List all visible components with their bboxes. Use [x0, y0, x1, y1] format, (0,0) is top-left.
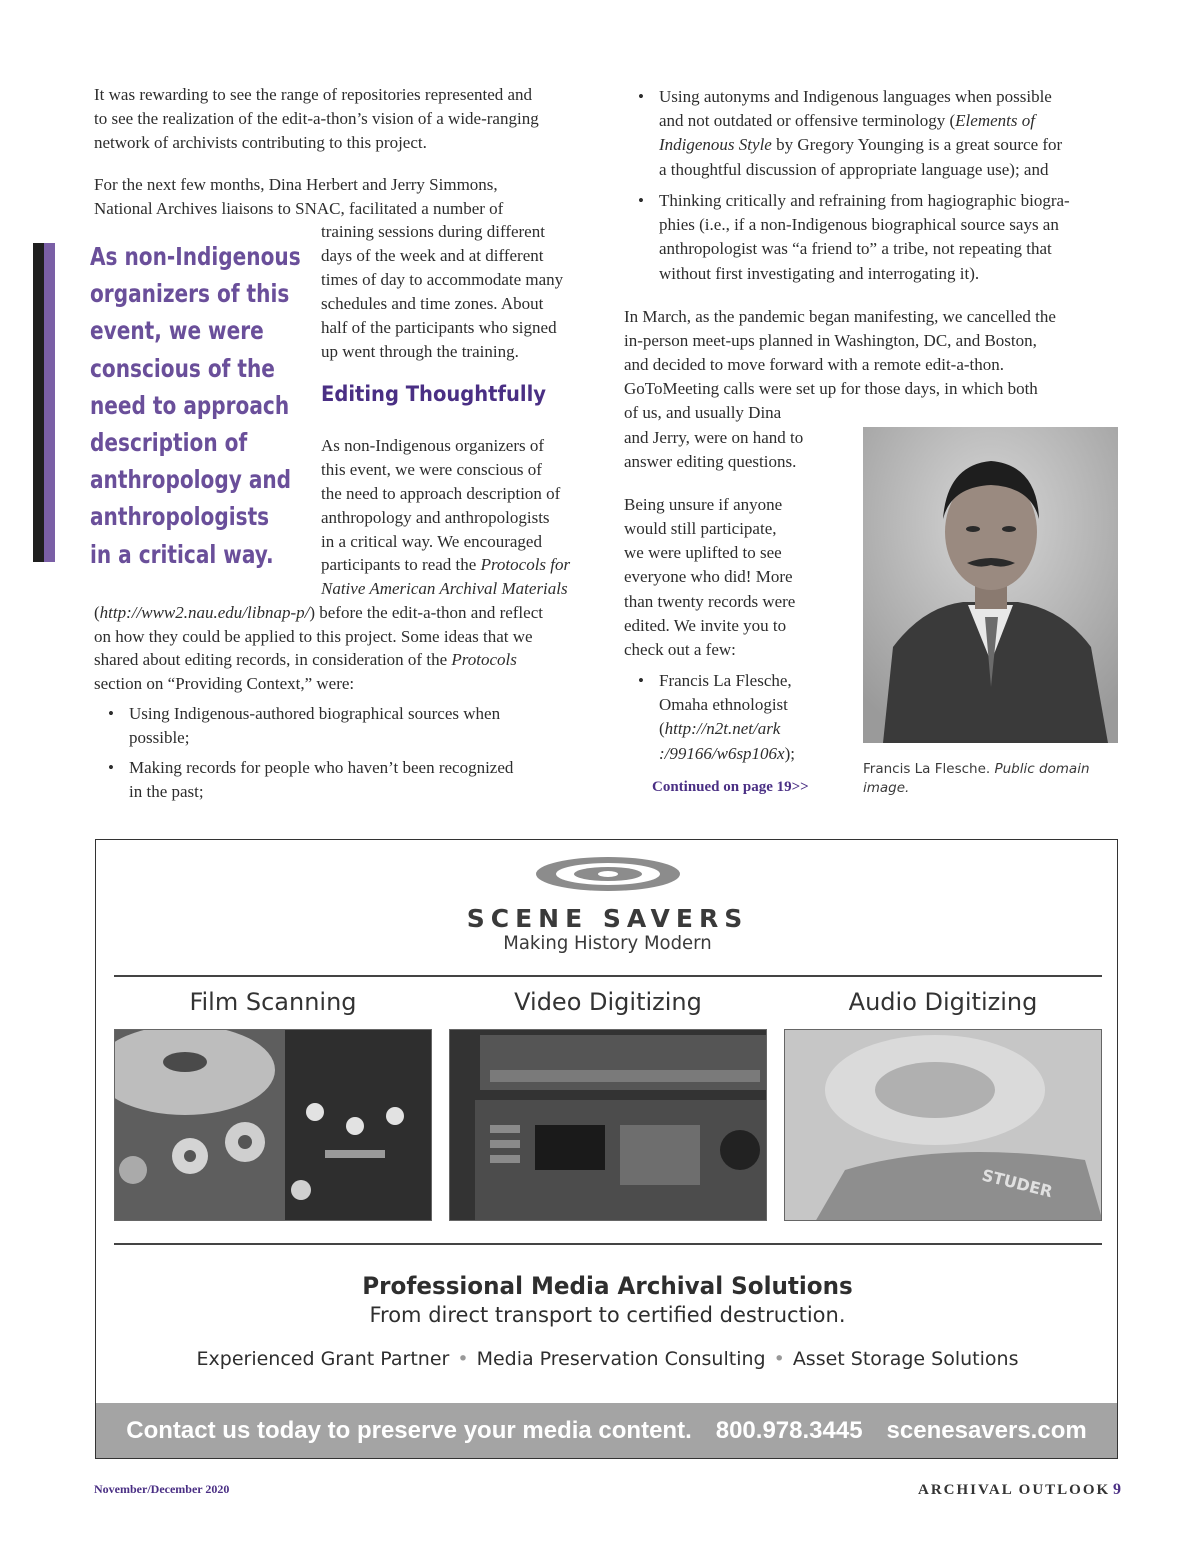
scene-savers-ad[interactable]	[95, 839, 1118, 1459]
list-item	[659, 85, 1062, 182]
list-item	[129, 756, 513, 804]
offering-item: Experienced Grant Partner	[196, 1348, 450, 1370]
pull-quote	[90, 238, 301, 573]
brand-name: SCENE SAVERS	[466, 904, 749, 933]
text-line: training sessions during different	[321, 222, 545, 241]
text-line	[321, 553, 570, 577]
text-line: As non-Indigenous organizers of	[321, 436, 545, 455]
book-title: Elements of	[955, 111, 1035, 131]
text-line: GoToMeeting calls were set up for those days, in which both	[624, 379, 1038, 398]
pull-quote-line: organizers of this	[90, 279, 290, 309]
portrait-image	[863, 427, 1118, 743]
text-line: • Using Indigenous-authored biographical sources when	[129, 704, 501, 723]
text-line: • Making records for people who haven’t been recognized	[129, 758, 514, 777]
protocols-title: Protocols	[451, 650, 517, 669]
ad-headline: Professional Media Archival Solutions	[362, 1272, 853, 1300]
page-number: 9	[1113, 1481, 1121, 1498]
pull-quote-line: As non-Indigenous	[90, 242, 301, 271]
text-line: without first investigating and interrogating it).	[659, 263, 980, 283]
portrait-photo	[863, 427, 1118, 743]
text-line: and Jerry, were on hand to	[624, 428, 804, 447]
text-run: by Gregory Younging is a great source for	[771, 135, 1063, 155]
protocols-url-link[interactable]: http://www2.nau.edu/libnap-p/	[99, 603, 310, 622]
text-line: to see the realization of the edit-a-thon’s vision of a wide-ranging	[94, 109, 539, 128]
text-line	[94, 601, 543, 625]
text-line: of us, and usually Dina	[624, 403, 782, 422]
offering-item: Media Preservation Consulting	[476, 1348, 766, 1370]
pull-quote-line: in a critical way.	[90, 539, 274, 569]
video-deck-image	[449, 1029, 767, 1221]
text-line: For the next few months, Dina Herbert and Jerry Simmons,	[94, 175, 498, 194]
website-link[interactable]: scenesavers.com	[886, 1417, 1087, 1444]
text-line	[94, 648, 517, 672]
text-line: network of archivists contributing to this project.	[94, 133, 427, 152]
text-line: • Francis La Flesche,	[659, 671, 792, 690]
text-line: In March, as the pandemic began manifesting, we cancelled the	[624, 307, 1056, 326]
service-title-audio: Audio Digitizing	[848, 988, 1038, 1016]
text-line: times of day to accommodate many	[321, 270, 564, 289]
caption-name: Francis La Flesche.	[863, 761, 995, 777]
text-run: (	[659, 719, 665, 739]
footer-publication: ARCHIVAL OUTLOOK	[918, 1482, 1111, 1498]
protocols-title: Protocols for	[480, 555, 571, 574]
text-line: phies (i.e., if a non-Indigenous biographical source says an	[659, 215, 1059, 235]
text-line: • Thinking critically and refraining from hagiographic biogra-	[659, 191, 1070, 210]
service-title-video: Video Digitizing	[514, 988, 702, 1016]
pull-quote-line: anthropology and	[90, 465, 292, 495]
text-line: the need to approach description of	[321, 484, 561, 503]
audio-reel-image	[784, 1029, 1102, 1221]
text-line: Omaha ethnologist	[659, 695, 788, 715]
text-line: section on “Providing Context,” were:	[94, 674, 355, 693]
disc-logo-icon	[533, 854, 683, 894]
text-line: in-person meet-ups planned in Washington, DC, and Boston,	[624, 331, 1037, 350]
footer-issue-date: November/December 2020	[94, 1482, 230, 1496]
text-line: half of the participants who signed	[321, 318, 557, 337]
contact-text: Contact us today to preserve your media content.	[126, 1417, 692, 1444]
ark-url-link[interactable]: http://n2t.net/ark	[664, 719, 781, 739]
text-run: and not outdated or offensive terminology (	[659, 111, 956, 131]
bullet-dot-icon: •	[773, 1348, 785, 1370]
pull-quote-bar-purple	[44, 243, 55, 562]
pull-quote-bar-dark	[33, 243, 44, 562]
book-title: Indigenous Style	[659, 135, 772, 155]
text-line: answer editing questions.	[624, 452, 797, 471]
text-line	[321, 577, 568, 601]
text-line: anthropology and anthropologists	[321, 508, 550, 527]
studer-label: STUDER	[980, 1165, 1055, 1202]
continued-link[interactable]: Continued on page 19>>	[652, 779, 809, 795]
text-line: Being unsure if anyone	[624, 495, 783, 514]
text-line: • Using autonyms and Indigenous languages when possible	[659, 87, 1052, 106]
pull-quote-line: description of	[90, 428, 248, 458]
film-scanner-image	[114, 1029, 432, 1221]
text-line: schedules and time zones. About	[321, 294, 544, 313]
ad-offerings	[96, 1348, 1119, 1370]
text-line: would still participate,	[624, 519, 777, 538]
divider	[114, 1243, 1102, 1245]
text-line: possible;	[129, 728, 190, 748]
caption-credit: Public domain image.	[863, 761, 1090, 796]
list-item	[659, 189, 1070, 286]
text-line: everyone who did! More	[624, 567, 793, 586]
text-line: days of the week and at different	[321, 246, 544, 265]
text-line: check out a few:	[624, 640, 736, 659]
text-line: in a critical way. We encouraged	[321, 532, 542, 551]
text-line: edited. We invite you to	[624, 616, 787, 635]
ark-url-link[interactable]: :/99166/w6sp106x	[659, 743, 785, 763]
contact-band	[96, 1403, 1117, 1458]
text-line: a thoughtful discussion of appropriate language use); and	[659, 159, 1049, 179]
text-line: National Archives liaisons to SNAC, facilitated a number of	[94, 199, 504, 218]
text-line: we were uplifted to see	[624, 543, 782, 562]
bullet-dot-icon: •	[457, 1348, 469, 1370]
text-run: shared about editing records, in consideration of the	[94, 650, 452, 669]
text-line: up went through the training.	[321, 342, 519, 361]
pull-quote-line: event, we were	[90, 316, 264, 346]
pull-quote-line: need to approach	[90, 390, 290, 420]
offering-item: Asset Storage Solutions	[792, 1348, 1019, 1370]
phone-link[interactable]: 800.978.3445	[715, 1417, 863, 1444]
list-item	[659, 669, 795, 766]
divider	[114, 975, 1102, 977]
text-line: and decided to move forward with a remote edit-a-thon.	[624, 355, 1005, 374]
text-run: participants to read the	[321, 555, 481, 574]
text-run: ) before the edit-a-thon and reflect	[309, 603, 543, 622]
section-heading: Editing Thoughtfully	[321, 382, 547, 406]
text-line: anthropologist was “a friend to” a tribe, not repeating that	[659, 239, 1052, 259]
text-line: in the past;	[129, 782, 204, 802]
protocols-title: Native American Archival Materials	[321, 579, 568, 598]
text-line	[659, 717, 795, 741]
list-item	[129, 702, 500, 750]
ad-subline: From direct transport to certified destruction.	[369, 1303, 846, 1327]
pull-quote-line: conscious of the	[90, 353, 275, 383]
service-title-film: Film Scanning	[189, 988, 357, 1016]
text-line	[659, 109, 1062, 133]
photo-caption	[863, 760, 1103, 798]
text-line: It was rewarding to see the range of repositories represented and	[94, 85, 533, 104]
text-run: (	[94, 603, 100, 622]
text-run: );	[784, 743, 795, 763]
text-line	[659, 742, 795, 766]
brand-tagline: Making History Modern	[503, 932, 712, 954]
text-line	[659, 133, 1062, 157]
text-line: than twenty records were	[624, 592, 796, 611]
pull-quote-line: anthropologists	[90, 502, 270, 532]
text-line: on how they could be applied to this project. Some ideas that we	[94, 627, 533, 646]
text-line: this event, we were conscious of	[321, 460, 542, 479]
